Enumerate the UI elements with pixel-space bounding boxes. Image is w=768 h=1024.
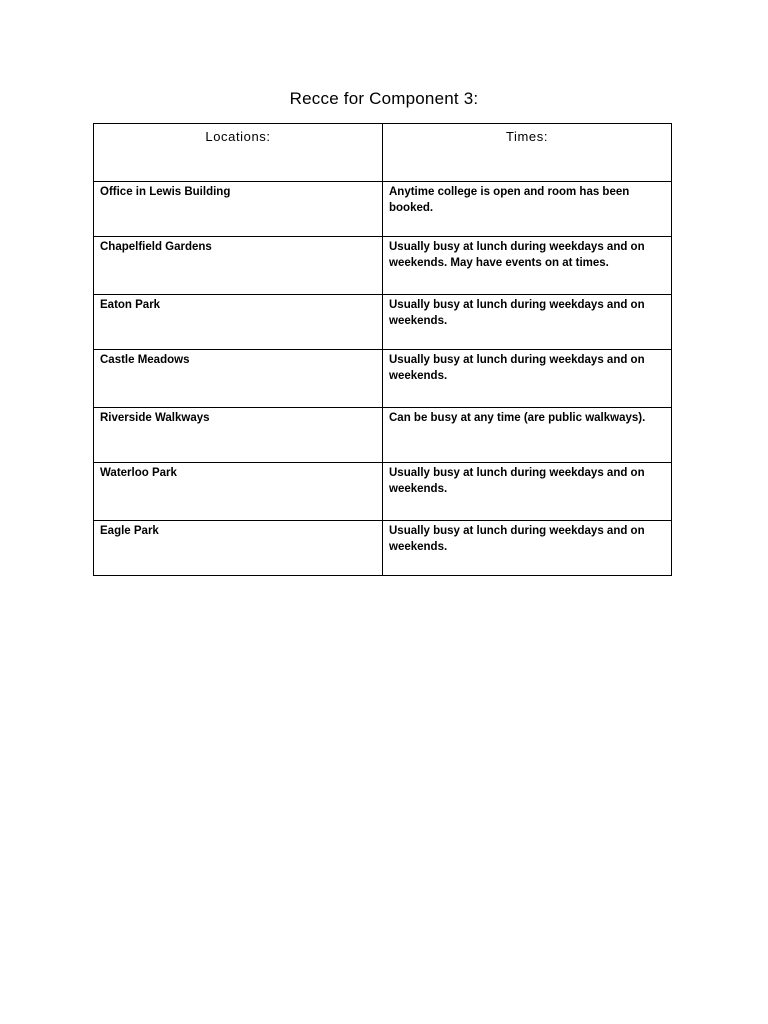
- table-row: [94, 521, 672, 576]
- location-cell: [94, 350, 383, 408]
- location-cell: [94, 295, 383, 350]
- time-cell: [383, 350, 672, 408]
- location-text: Eagle Park: [100, 525, 159, 537]
- time-cell: [383, 408, 672, 463]
- location-cell: [94, 463, 383, 521]
- table-row: [94, 350, 672, 408]
- location-cell: [94, 521, 383, 576]
- location-text: Eaton Park: [100, 299, 161, 311]
- location-text: Waterloo Park: [100, 467, 177, 479]
- time-cell: [383, 237, 672, 295]
- locations-header-label: Locations:: [205, 129, 271, 144]
- table-row: [94, 182, 672, 237]
- location-text: Chapelfield Gardens: [100, 241, 212, 253]
- time-text: Usually busy at lunch during weekdays and on weekends. May have events on at times.: [389, 241, 645, 269]
- location-text: Office in Lewis Building: [100, 186, 231, 198]
- time-cell: [383, 295, 672, 350]
- location-cell: [94, 237, 383, 295]
- time-text: Can be busy at any time (are public walkways).: [389, 412, 646, 424]
- time-cell: [383, 463, 672, 521]
- time-text: Usually busy at lunch during weekdays and on weekends.: [389, 467, 645, 495]
- time-text: Anytime college is open and room has been booked.: [389, 186, 630, 214]
- location-cell: [94, 182, 383, 237]
- times-header: [383, 124, 672, 182]
- location-text: Castle Meadows: [100, 354, 190, 366]
- time-text: Usually busy at lunch during weekdays and on weekends.: [389, 354, 645, 382]
- table-row: [94, 463, 672, 521]
- time-text: Usually busy at lunch during weekdays and on weekends.: [389, 525, 645, 553]
- table-row: [94, 408, 672, 463]
- table-header-row: [94, 124, 672, 182]
- recce-table: [93, 123, 672, 576]
- time-cell: [383, 521, 672, 576]
- page-title: Recce for Component 3:: [289, 89, 479, 108]
- table-row: [94, 295, 672, 350]
- time-cell: [383, 182, 672, 237]
- locations-header: [94, 124, 383, 182]
- times-header-label: Times:: [505, 129, 549, 144]
- table-row: [94, 237, 672, 295]
- location-cell: [94, 408, 383, 463]
- time-text: Usually busy at lunch during weekdays and on weekends.: [389, 299, 645, 327]
- location-text: Riverside Walkways: [100, 412, 210, 424]
